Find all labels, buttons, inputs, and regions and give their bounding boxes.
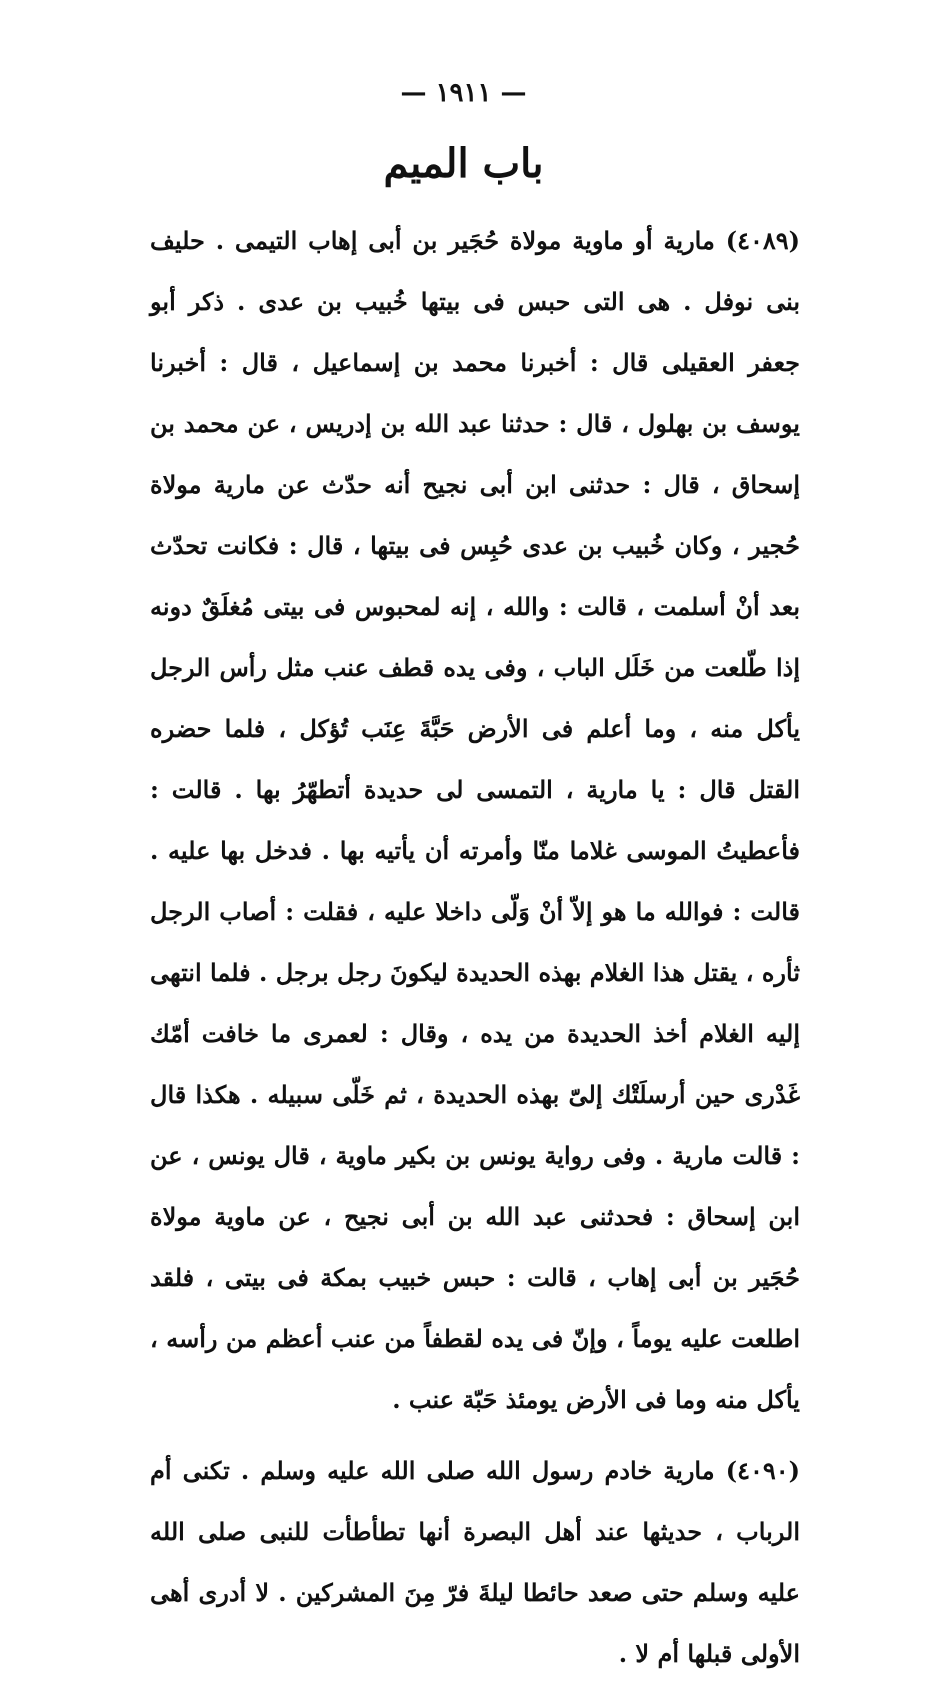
body-text xyxy=(150,210,800,1694)
entry-text: مارية أو ماوية مولاة حُجَير بن أبى إهاب التيمى . حليف بنى نوفل . هى التى حبس فى بيتها خُبيب بن عدى . ذكر أبو جعفر العقيلى قال : أخبرنا محمد بن إسماعيل ، قال : أخبرنا يوسف بن بهلول ، قال : حدثنا عبد الله بن إدريس ، عن محمد بن إسحاق ، قال : حدثنى ابن أبى نجيح أنه حدّث عن مارية مولاة حُجير ، وكان خُبيب بن عدى حُبِس فى بيتها ، قال : فكانت تحدّث بعد أنْ أسلمت ، قالت : والله ، إنه لمحبوس فى بيتى مُغلَقٌ دونه إذا طّلعت من خَلَل الباب ، وفى يده قطف عنب مثل رأس الرجل يأكل منه ، وما أعلم فى الأرض حَبَّةَ عِنَب تُؤكل ، فلما حضره القتل قال : يا مارية ، التمسى لى حديدة أتطهّرُ بها . قالت : فأعطيتُ الموسى غلاما منّا وأمرته أن يأتيه بها . فدخل بها عليه . قالت : فوالله ما هو إلاّ أنْ وَلّى داخلا عليه ، فقلت : أصاب الرجل ثأره ، يقتل هذا الغلام بهذه الحديدة ليكونَ رجل برجل . فلما انتهى إليه الغلام أخذ الحديدة من يده ، وقال : لعمرى ما خافت أمّك غَدْرى حين أرسلَتْك إلىّ بهذه الحديدة ، ثم خَلّى سبيله . هكذا قال : قالت مارية . وفى رواية يونس بن بكير ماوية ، قال يونس ، عن ابن إسحاق : فحدثنى عبد الله بن أبى نجيح ، عن ماوية مولاة حُجَير بن أبى إهاب ، قالت : حبس خبيب بمكة فى بيتى ، فلقد اطلعت عليه يوماً ، وإنّ فى يده لقطفاً من عنب أعظم من رأسه ، يأكل منه وما فى الأرض يومئذ حَبّة عنب . xyxy=(150,226,800,1414)
entry-4089 xyxy=(150,210,800,1430)
section-title: باب الميم xyxy=(383,140,544,187)
entry-text: مارية خادم رسول الله صلى الله عليه وسلم . تكنى أم الرباب ، حديثها عند أهل البصرة أنها تطأطأت للنبى صلى الله عليه وسلم حتى صعد حائطا ليلةَ فرّ مِنَ المشركين . لا أدرى أهى الأولى قبلها أم لا . xyxy=(150,1456,800,1668)
entry-number: (٤٠٨٩) xyxy=(725,226,800,255)
entry-4090 xyxy=(150,1440,800,1684)
entry-number: (٤٠٩٠) xyxy=(725,1456,801,1485)
page-number: — ١٩١١ — xyxy=(400,78,527,108)
